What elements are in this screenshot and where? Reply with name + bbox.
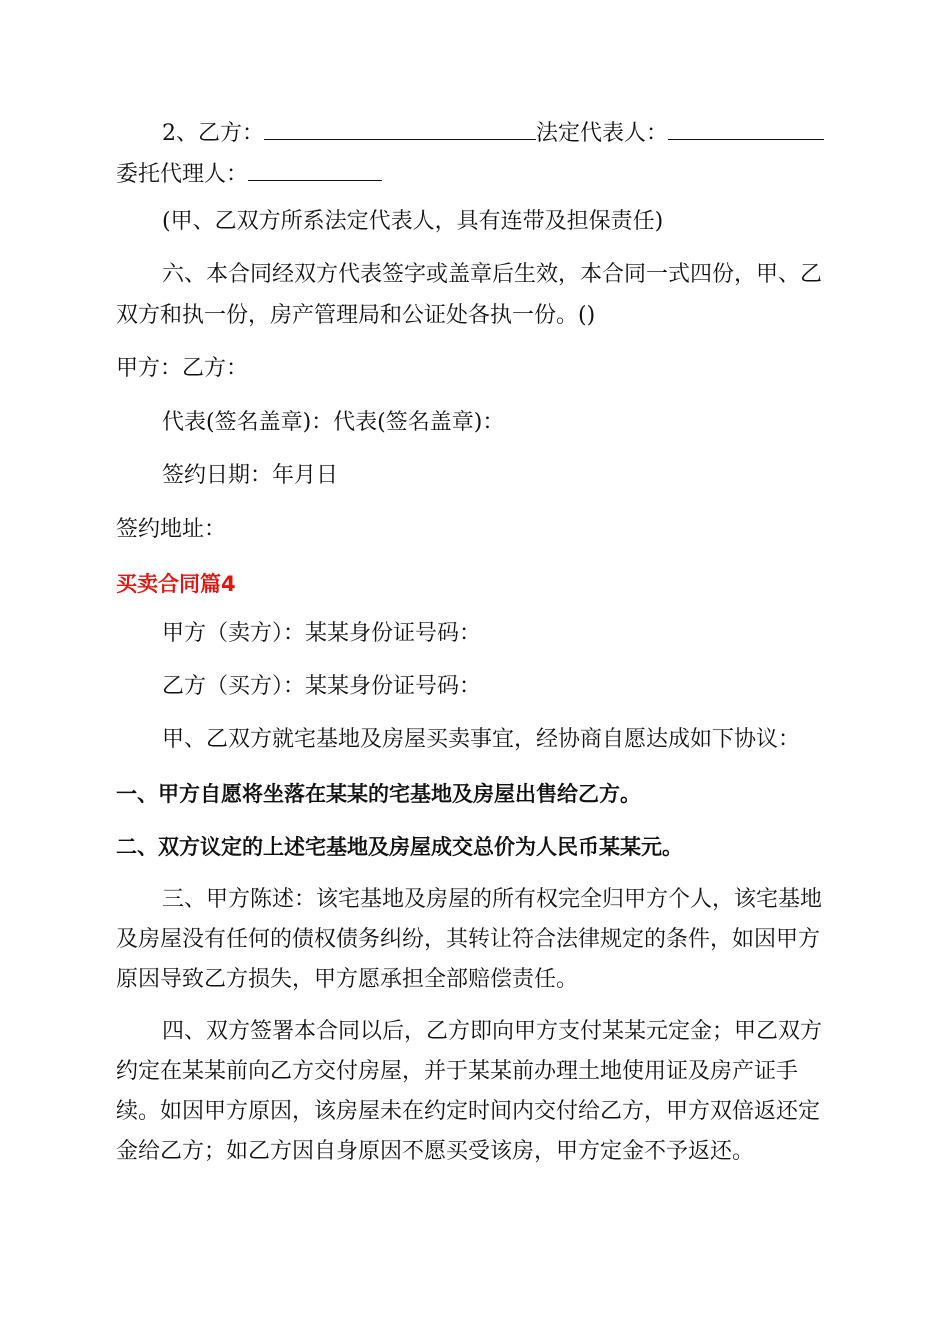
signature-parties: 甲方：乙方： (116, 356, 249, 381)
agent-label: 委托代理人： (116, 162, 249, 187)
clause-four-line-4: 金给乙方；如乙方因自身原因不愿买受该房，甲方定金不予返还。 (116, 1139, 755, 1164)
party-b-buyer-line: 乙方（买方）：某某身份证号码： (162, 674, 482, 699)
party-b-blank (264, 113, 536, 140)
clause-four-line-2: 约定在某某前向乙方交付房屋，并于某某前办理土地使用证及房产证手 (116, 1059, 799, 1084)
clause-three-line-1: 三、甲方陈述：该宅基地及房屋的所有权完全归甲方个人，该宅基地 (162, 887, 823, 912)
clause-two: 二、双方议定的上述宅基地及房屋成交总价为人民币某某元。 (116, 835, 683, 859)
legal-rep-blank (668, 113, 824, 140)
signature-date: 签约日期：年月日 (162, 463, 339, 488)
clause-six-line-1: 六、本合同经双方代表签字或盖章后生效，本合同一式四份，甲、乙 (162, 262, 823, 287)
clause-four-line-3: 续。如因甲方原因，该房屋未在约定时间内交付给乙方，甲方双倍返还定 (116, 1099, 821, 1124)
intro-paragraph: 甲、乙双方就宅基地及房屋买卖事宜，经协商自愿达成如下协议： (162, 727, 801, 752)
legal-rep-label: 法定代表人： (536, 121, 669, 146)
agent-line (116, 154, 836, 192)
signature-place: 签约地址： (116, 517, 227, 542)
party-b-line (162, 113, 836, 151)
agent-blank (248, 154, 382, 181)
signature-representatives: 代表(签名盖章)：代表(签名盖章)： (162, 410, 505, 435)
clause-one: 一、甲方自愿将坐落在某某的宅基地及房屋出售给乙方。 (116, 782, 641, 806)
clause-three-line-3: 原因导致乙方损失，甲方愿承担全部赔偿责任。 (116, 967, 579, 992)
clause-three-line-2: 及房屋没有任何的债权债务纠纷，其转让符合法律规定的条件，如因甲方 (116, 927, 821, 952)
liability-note: (甲、乙双方所系法定代表人，具有连带及担保责任) (162, 209, 664, 234)
party-a-line: 甲方（卖方）：某某身份证号码： (162, 621, 482, 646)
section-heading: 买卖合同篇4 (116, 572, 236, 596)
clause-four-line-1: 四、双方签署本合同以后，乙方即向甲方支付某某元定金；甲乙双方 (162, 1019, 823, 1044)
clause-six-line-2: 双方和执一份，房产管理局和公证处各执一份。() (116, 303, 596, 328)
party-b-label: 2、乙方： (162, 121, 264, 146)
